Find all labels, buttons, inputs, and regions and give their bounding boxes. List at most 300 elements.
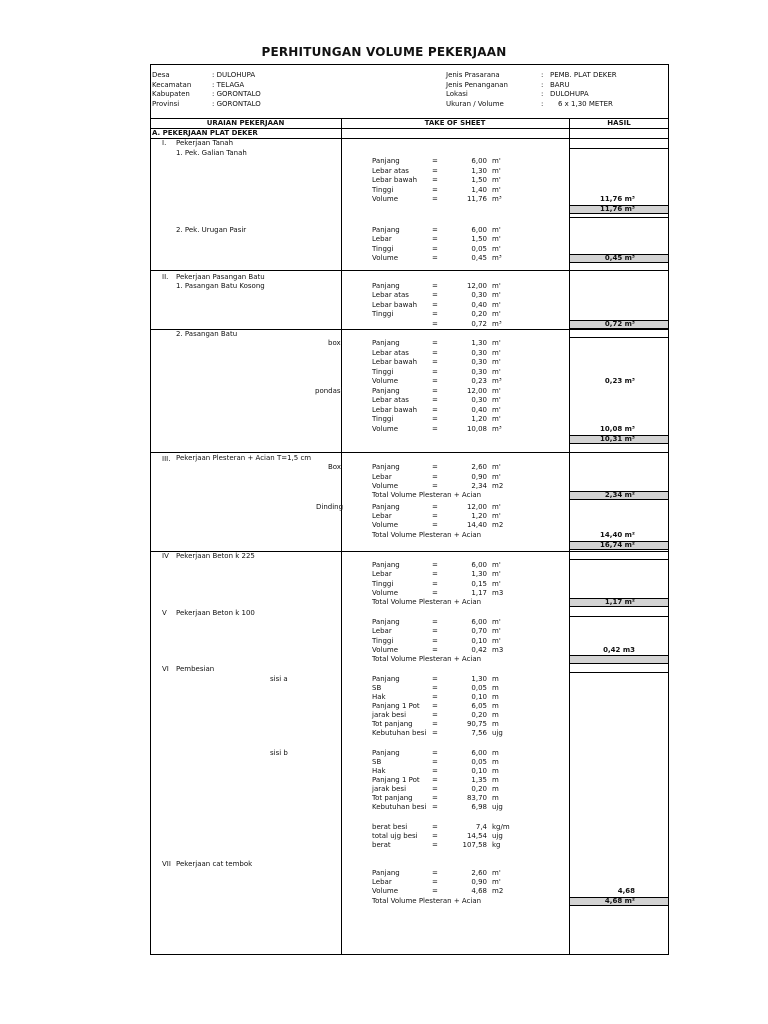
measure-unit: m'	[492, 339, 501, 347]
measure-equals: =	[432, 627, 438, 635]
measure-label: Volume	[372, 195, 399, 203]
measure-equals: =	[432, 235, 438, 243]
header-colon: :	[541, 90, 544, 98]
measure-unit: m'	[492, 878, 501, 886]
measure-equals: =	[432, 758, 438, 766]
measure-unit: m'	[492, 503, 501, 511]
measure-value: 1,50	[471, 176, 487, 184]
measure-unit: m	[492, 675, 499, 683]
work-item-label: I.	[162, 139, 167, 147]
measure-value: 83,70	[466, 794, 487, 802]
hasil-line	[569, 559, 669, 560]
measure-label: Lebar	[372, 627, 392, 635]
measure-label: Lebar	[372, 235, 392, 243]
measure-unit: m2	[492, 521, 504, 529]
work-item-label: V	[162, 609, 167, 617]
measure-unit: m	[492, 749, 499, 757]
measure-equals: =	[432, 521, 438, 529]
measure-value: 6,00	[471, 157, 487, 165]
header-label: Jenis Prasarana	[446, 71, 500, 79]
measure-value: 1,30	[471, 570, 487, 578]
measure-unit: m'	[492, 406, 501, 414]
measure-unit: m'	[492, 310, 501, 318]
measure-unit: m³	[492, 195, 502, 203]
measure-label: Panjang	[372, 503, 400, 511]
hasil-line	[569, 337, 669, 338]
measure-value: 6,05	[471, 702, 487, 710]
measure-label: Volume	[372, 887, 399, 895]
measure-unit: kg/m	[492, 823, 510, 831]
measure-label: Panjang	[372, 282, 400, 290]
measure-label: Lebar atas	[372, 396, 409, 404]
measure-value: 1,30	[471, 675, 487, 683]
measure-label: Panjang 1 Pot	[372, 776, 420, 784]
header-value: BARU	[550, 80, 570, 89]
measure-value: 0,05	[471, 245, 487, 253]
measure-unit: m'	[492, 301, 501, 309]
measure-equals: =	[432, 473, 438, 481]
measure-equals: =	[432, 767, 438, 775]
measure-unit: m'	[492, 512, 501, 520]
header-colon: :	[541, 71, 544, 79]
measure-unit: m'	[492, 226, 501, 234]
measure-label: SB	[372, 684, 382, 692]
measure-equals: =	[432, 794, 438, 802]
measure-label: Lebar bawah	[372, 406, 418, 414]
hasil-line	[569, 148, 669, 149]
measure-equals: =	[432, 377, 438, 385]
header-label: Desa	[152, 71, 170, 79]
total-label: Total Volume Plesteran + Acian	[372, 531, 482, 539]
header-value: 6 x 1,30 METER	[558, 99, 613, 108]
measure-value: 0,15	[471, 580, 487, 588]
measure-label: Hak	[372, 693, 386, 701]
work-item-label: 2. Pasangan Batu	[176, 330, 238, 338]
measure-value: 0,40	[471, 406, 487, 414]
measure-unit: m'	[492, 396, 501, 404]
measure-equals: =	[432, 254, 438, 262]
measure-value: 7,4	[475, 823, 487, 831]
measure-value: 0,05	[471, 758, 487, 766]
work-item-label: Dinding	[316, 503, 344, 511]
measure-value: 0,30	[471, 396, 487, 404]
measure-unit: m'	[492, 282, 501, 290]
measure-equals: =	[432, 368, 438, 376]
measure-label: berat	[372, 841, 391, 849]
header-label: Provinsi	[152, 99, 180, 108]
measure-label: Volume	[372, 521, 399, 529]
measure-equals: =	[432, 339, 438, 347]
measure-equals: =	[432, 482, 438, 490]
measure-unit: ujg	[492, 803, 503, 811]
total-label: Total Volume Plesteran + Acian	[372, 491, 482, 499]
measure-equals: =	[432, 503, 438, 511]
measure-label: Volume	[372, 646, 399, 654]
measure-label: Lebar	[372, 878, 392, 886]
work-item-label: 1. Pek. Galian Tanah	[176, 149, 247, 157]
measure-value: 1,40	[471, 186, 487, 194]
measure-value: 10,08	[466, 425, 487, 433]
measure-equals: =	[432, 749, 438, 757]
measure-value: 0,40	[471, 301, 487, 309]
measure-equals: =	[432, 320, 438, 328]
total-label: Total Volume Plesteran + Acian	[372, 655, 482, 663]
measure-unit: m'	[492, 580, 501, 588]
measure-value: 0,10	[471, 637, 487, 645]
measure-label: Lebar bawah	[372, 301, 418, 309]
measure-unit: m'	[492, 561, 501, 569]
measure-value: 2,60	[471, 869, 487, 877]
header-value: : GORONTALO	[212, 99, 261, 108]
result-value: 10,31 m³	[600, 435, 635, 443]
measure-equals: =	[432, 729, 438, 737]
measure-value: 0,23	[471, 377, 487, 385]
measure-label: Lebar bawah	[372, 176, 418, 184]
measure-label: Panjang	[372, 226, 400, 234]
header-label: Kecamatan	[152, 80, 192, 89]
measure-unit: m	[492, 758, 499, 766]
measure-unit: m	[492, 684, 499, 692]
measure-label: Lebar	[372, 473, 392, 481]
measure-value: 107,58	[462, 841, 487, 849]
hasil-line	[569, 616, 669, 617]
measure-unit: m³	[492, 377, 502, 385]
measure-value: 0,10	[471, 767, 487, 775]
result-value: 4,68	[617, 887, 635, 895]
measure-value: 0,20	[471, 785, 487, 793]
work-item-label: Pekerjaan Tanah	[176, 139, 234, 147]
measure-equals: =	[432, 157, 438, 165]
measure-label: Lebar bawah	[372, 358, 418, 366]
group-separator	[150, 452, 669, 453]
measure-value: 12,00	[466, 282, 487, 290]
measure-label: Tinggi	[372, 637, 394, 645]
measure-label: Tinggi	[372, 310, 394, 318]
header-label: Jenis Penanganan	[446, 80, 508, 89]
header-value: DULOHUPA	[550, 90, 589, 98]
work-item-label: III.	[162, 455, 171, 463]
measure-unit: m'	[492, 291, 501, 299]
measure-equals: =	[432, 823, 438, 831]
section-title: A. PEKERJAAN PLAT DEKER	[152, 129, 258, 137]
measure-unit: m'	[492, 415, 501, 423]
measure-label: Panjang	[372, 749, 400, 757]
measure-equals: =	[432, 711, 438, 719]
measure-value: 0,72	[471, 320, 487, 328]
measure-value: 0,70	[471, 627, 487, 635]
measure-label: jarak besi	[372, 711, 407, 719]
measure-unit: m	[492, 693, 499, 701]
measure-equals: =	[432, 675, 438, 683]
measure-value: 1,20	[471, 512, 487, 520]
measure-label: Tot panjang	[372, 794, 413, 802]
measure-value: 1,30	[471, 339, 487, 347]
measure-unit: m³	[492, 254, 502, 262]
measure-label: SB	[372, 758, 382, 766]
measure-equals: =	[432, 358, 438, 366]
work-item-label: VI	[162, 665, 169, 673]
measure-value: 6,00	[471, 618, 487, 626]
measure-unit: kg	[492, 841, 501, 849]
measure-label: Volume	[372, 425, 399, 433]
measure-unit: m'	[492, 368, 501, 376]
header-label: Lokasi	[446, 90, 468, 98]
measure-unit: m	[492, 785, 499, 793]
measure-equals: =	[432, 841, 438, 849]
measure-unit: m'	[492, 387, 501, 395]
result-value: 14,40 m²	[600, 531, 635, 539]
measure-value: 0,30	[471, 358, 487, 366]
result-value: 0,45 m³	[604, 254, 635, 262]
measure-label: Lebar	[372, 570, 392, 578]
work-item-label: II.	[162, 273, 169, 281]
measure-equals: =	[432, 785, 438, 793]
measure-equals: =	[432, 415, 438, 423]
measure-equals: =	[432, 282, 438, 290]
measure-label: Panjang	[372, 618, 400, 626]
work-item-label: Box	[328, 463, 342, 471]
measure-label: jarak besi	[372, 785, 407, 793]
measure-value: 0,20	[471, 711, 487, 719]
measure-label: Volume	[372, 254, 399, 262]
measure-unit: m'	[492, 176, 501, 184]
measure-value: 7,56	[471, 729, 487, 737]
measure-equals: =	[432, 512, 438, 520]
result-band	[570, 655, 668, 664]
measure-label: Panjang 1 Pot	[372, 702, 420, 710]
result-value: 1,17 m²	[604, 598, 635, 606]
measure-label: Hak	[372, 767, 386, 775]
hasil-line	[569, 217, 669, 218]
column-header-uraian: URAIAN PEKERJAAN	[206, 119, 285, 127]
measure-label: total ujg besi	[372, 832, 418, 840]
header-value: : DULOHUPA	[212, 71, 256, 79]
measure-unit: m	[492, 767, 499, 775]
measure-unit: m'	[492, 186, 501, 194]
header-colon: :	[541, 99, 544, 108]
measure-label: Panjang	[372, 463, 400, 471]
measure-equals: =	[432, 463, 438, 471]
measure-label: Tinggi	[372, 415, 394, 423]
measure-value: 6,00	[471, 749, 487, 757]
measure-equals: =	[432, 646, 438, 654]
measure-value: 12,00	[466, 387, 487, 395]
measure-unit: m'	[492, 869, 501, 877]
measure-equals: =	[432, 301, 438, 309]
measure-label: Tinggi	[372, 186, 394, 194]
work-item-label: Pekerjaan Beton k 225	[176, 552, 255, 560]
measure-equals: =	[432, 803, 438, 811]
work-item-label: Pekerjaan Plesteran + Acian T=1,5 cm	[176, 454, 312, 462]
measure-unit: m'	[492, 463, 501, 471]
measure-value: 11,76	[466, 195, 487, 203]
result-value: 10,08 m³	[600, 425, 635, 433]
total-label: Total Volume Plesteran + Acian	[372, 897, 482, 905]
measure-unit: m3	[492, 646, 504, 654]
measure-value: 12,00	[466, 503, 487, 511]
work-item-label: sisi b	[270, 749, 288, 757]
measure-label: Panjang	[372, 869, 400, 877]
measure-value: 1,35	[471, 776, 487, 784]
work-item-label: 1. Pasangan Batu Kosong	[176, 282, 265, 290]
measure-value: 1,30	[471, 167, 487, 175]
measure-label: Tinggi	[372, 368, 394, 376]
work-item-label: sisi a	[270, 675, 288, 683]
measure-equals: =	[432, 310, 438, 318]
result-value: 16,74 m²	[600, 541, 635, 549]
header-colon: :	[541, 80, 544, 89]
measure-value: 0,30	[471, 291, 487, 299]
header-value: PEMB. PLAT DEKER	[550, 71, 617, 79]
measure-unit: m'	[492, 637, 501, 645]
result-value: 0,42 m3	[603, 646, 635, 654]
measure-value: 1,50	[471, 235, 487, 243]
measure-equals: =	[432, 245, 438, 253]
measure-unit: m'	[492, 618, 501, 626]
measure-value: 0,20	[471, 310, 487, 318]
measure-value: 0,45	[471, 254, 487, 262]
measure-equals: =	[432, 618, 438, 626]
work-item-label: Pekerjaan Beton k 100	[176, 609, 255, 617]
work-item-label: VII	[162, 860, 171, 868]
page-title: PERHITUNGAN VOLUME PEKERJAAN	[261, 45, 507, 59]
measure-unit: m	[492, 720, 499, 728]
header-label: Ukuran / Volume	[446, 99, 504, 108]
measure-equals: =	[432, 720, 438, 728]
measure-value: 14,40	[466, 521, 487, 529]
measure-equals: =	[432, 589, 438, 597]
measure-value: 6,00	[471, 226, 487, 234]
measure-equals: =	[432, 167, 438, 175]
work-item-label: 2. Pek. Urugan Pasir	[176, 226, 247, 234]
measure-equals: =	[432, 887, 438, 895]
measure-unit: m	[492, 711, 499, 719]
measure-unit: m'	[492, 349, 501, 357]
header-label: Kabupaten	[152, 90, 190, 98]
measure-unit: ujg	[492, 729, 503, 737]
measure-equals: =	[432, 684, 438, 692]
measure-label: Lebar atas	[372, 167, 409, 175]
measure-unit: m2	[492, 482, 504, 490]
result-value: 0,72 m³	[604, 320, 635, 328]
measure-equals: =	[432, 561, 438, 569]
measure-label: Kebutuhan besi	[372, 729, 427, 737]
measure-label: Lebar atas	[372, 349, 409, 357]
measure-label: Lebar	[372, 512, 392, 520]
measure-unit: m	[492, 702, 499, 710]
measure-equals: =	[432, 425, 438, 433]
work-item-label: Pekerjaan Pasangan Batu	[176, 273, 265, 281]
measure-label: Kebutuhan besi	[372, 803, 427, 811]
measure-equals: =	[432, 387, 438, 395]
measure-unit: m'	[492, 358, 501, 366]
measure-label: berat besi	[372, 823, 408, 831]
measure-equals: =	[432, 396, 438, 404]
measure-label: Panjang	[372, 157, 400, 165]
measure-unit: m³	[492, 320, 502, 328]
work-item-label: box	[328, 339, 341, 347]
total-label: Total Volume Plesteran + Acian	[372, 598, 482, 606]
result-value: 11,76 m³	[600, 205, 635, 213]
measure-unit: m'	[492, 235, 501, 243]
measure-equals: =	[432, 406, 438, 414]
measure-value: 2,60	[471, 463, 487, 471]
measure-unit: m'	[492, 570, 501, 578]
measure-label: Volume	[372, 482, 399, 490]
measure-value: 1,17	[471, 589, 487, 597]
measure-value: 2,34	[471, 482, 487, 490]
measure-equals: =	[432, 878, 438, 886]
measure-unit: m	[492, 794, 499, 802]
measure-value: 0,90	[471, 878, 487, 886]
measure-label: Volume	[372, 589, 399, 597]
measure-label: Volume	[372, 377, 399, 385]
measure-value: 90,75	[466, 720, 487, 728]
measure-equals: =	[432, 637, 438, 645]
header-value: : GORONTALO	[212, 90, 261, 98]
measure-label: Tot panjang	[372, 720, 413, 728]
header-value: : TELAGA	[212, 80, 245, 89]
measure-value: 4,68	[471, 887, 487, 895]
measure-value: 14,54	[466, 832, 487, 840]
measure-value: 0,90	[471, 473, 487, 481]
measure-value: 0,42	[471, 646, 487, 654]
measure-value: 0,05	[471, 684, 487, 692]
result-value: 4,68 m²	[604, 897, 635, 905]
measure-equals: =	[432, 570, 438, 578]
measure-equals: =	[432, 226, 438, 234]
measure-value: 0,30	[471, 368, 487, 376]
result-value: 11,76 m³	[600, 195, 635, 203]
measure-unit: m'	[492, 157, 501, 165]
measure-value: 0,30	[471, 349, 487, 357]
group-separator	[150, 270, 669, 271]
column-header-hasil: HASIL	[607, 119, 631, 127]
measure-label: Tinggi	[372, 580, 394, 588]
measure-unit: m'	[492, 167, 501, 175]
hasil-line	[569, 672, 669, 673]
work-item-label: IV	[162, 552, 169, 560]
result-value: 2,34 m²	[604, 491, 635, 499]
measure-equals: =	[432, 702, 438, 710]
measure-equals: =	[432, 693, 438, 701]
measure-equals: =	[432, 186, 438, 194]
measure-value: 0,10	[471, 693, 487, 701]
work-item-label: Pembesian	[176, 665, 215, 673]
result-value: 0,23 m³	[604, 377, 635, 385]
measure-unit: m'	[492, 245, 501, 253]
measure-equals: =	[432, 580, 438, 588]
measure-unit: m'	[492, 473, 501, 481]
measure-unit: m3	[492, 589, 504, 597]
measure-unit: ujg	[492, 832, 503, 840]
measure-label: Panjang	[372, 339, 400, 347]
measure-label: Lebar atas	[372, 291, 409, 299]
measure-label: Tinggi	[372, 245, 394, 253]
measure-unit: m2	[492, 887, 504, 895]
measure-equals: =	[432, 776, 438, 784]
measure-equals: =	[432, 176, 438, 184]
column-divider-uraian	[341, 118, 342, 955]
work-item-label: pondasi	[315, 387, 343, 395]
measure-unit: m	[492, 776, 499, 784]
measure-unit: m'	[492, 627, 501, 635]
measure-label: Panjang	[372, 387, 400, 395]
measure-value: 1,20	[471, 415, 487, 423]
measure-equals: =	[432, 832, 438, 840]
measure-value: 6,98	[471, 803, 487, 811]
measure-equals: =	[432, 195, 438, 203]
